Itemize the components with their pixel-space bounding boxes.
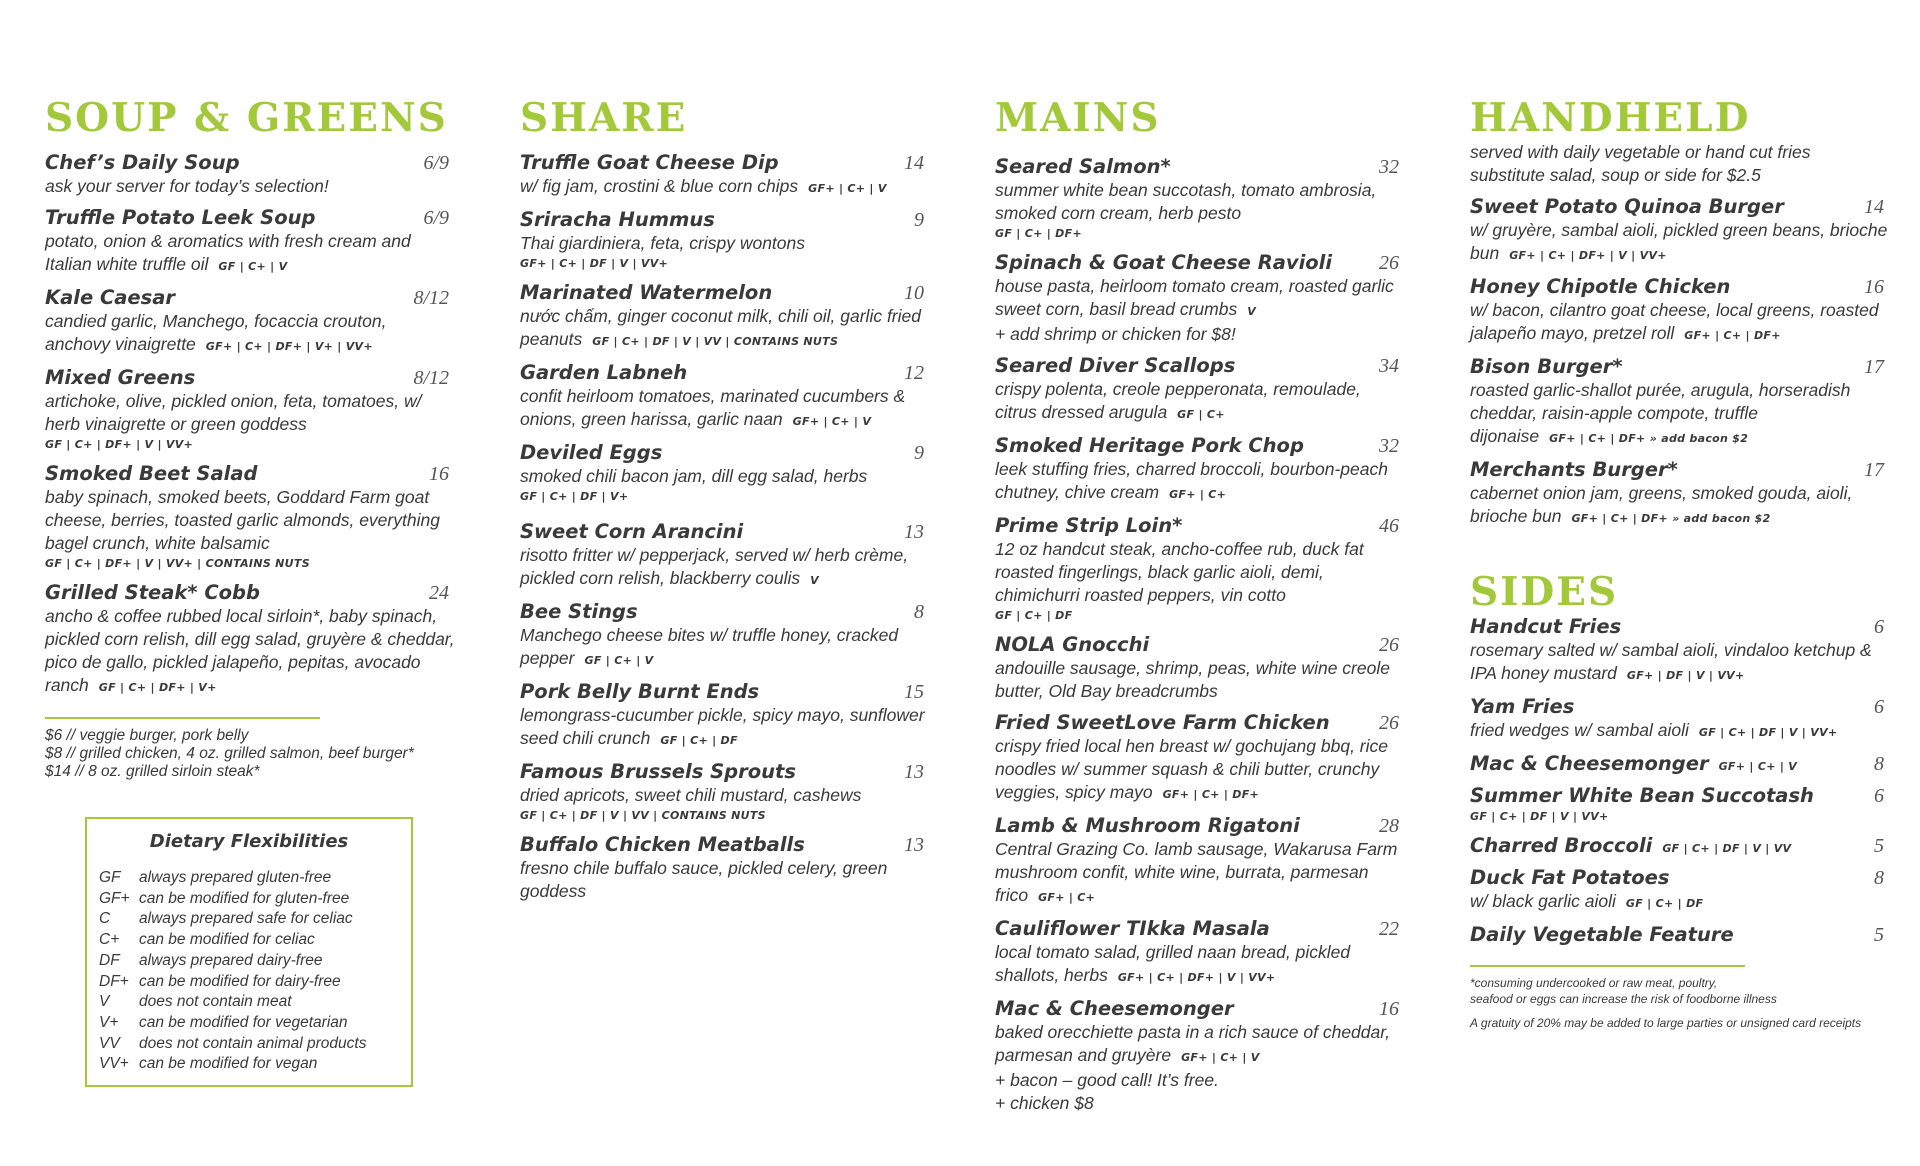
item-price: 13 <box>904 761 924 783</box>
item-price: 16 <box>1864 276 1884 298</box>
item-price: 12 <box>904 362 924 384</box>
dietary-tags: GF+ | C+ | DF+ » add bacon $2 <box>1549 432 1749 445</box>
item-description: andouille sausage, shrimp, peas, white wine creole butter, Old Bay breadcrumbs <box>995 658 1390 701</box>
item-description: w/ black garlic aioli <box>1470 891 1616 911</box>
item-price: 17 <box>1864 459 1884 481</box>
item-description: w/ bacon, cilantro goat cheese, local greens, roasted jalapeño mayo, pretzel roll <box>1470 300 1879 343</box>
item-description: rosemary salted w/ sambal aioli, vindaloo ketchup & IPA honey mustard <box>1470 640 1872 683</box>
item-price: 26 <box>1379 712 1399 734</box>
item-name: Lamb & Mushroom Rigatoni <box>995 814 1300 837</box>
item-price: 46 <box>1379 515 1399 537</box>
item-price: 9 <box>914 209 924 231</box>
handheld-heading: HANDHELD <box>1470 95 1751 141</box>
dietary-tags: GF | C+ <box>1177 408 1225 421</box>
item-description: smoked chili bacon jam, dill egg salad, herbs <box>520 466 868 486</box>
sides-section <box>1470 569 1890 1031</box>
item-price: 13 <box>904 521 924 543</box>
dietary-tags: GF+ | C+ | DF+ <box>1162 788 1260 801</box>
legend-row <box>99 909 399 930</box>
dietary-tags: GF | C+ | DF | V+ <box>520 490 629 503</box>
menu-item <box>45 151 455 198</box>
legend-row <box>99 1013 399 1034</box>
menu-item <box>520 151 930 200</box>
legend-row <box>99 951 399 972</box>
menu-item <box>995 514 1405 625</box>
item-addon: + chicken $8 <box>995 1093 1094 1113</box>
legend-row <box>99 972 399 993</box>
item-name: Truffle Goat Cheese Dip <box>520 151 779 174</box>
legend-code: V+ <box>99 1013 119 1031</box>
item-name: Sweet Corn Arancini <box>520 520 744 543</box>
legend-code: VV <box>99 1034 120 1052</box>
item-price: 22 <box>1379 918 1399 940</box>
divider <box>45 717 320 719</box>
dietary-tags: GF+ | C+ | DF+ | V+ | VV+ <box>205 340 373 353</box>
protein-addons <box>45 727 455 781</box>
item-price: 8 <box>914 601 924 623</box>
menu-item <box>995 633 1405 703</box>
handheld-intro <box>1470 141 1890 187</box>
legend-code: GF <box>99 869 121 886</box>
item-name: Handcut Fries <box>1470 615 1622 638</box>
dietary-tags: GF | C+ | DF+ | V | VV+ <box>45 438 194 451</box>
dietary-tags: GF+ | C+ | DF+ | V | VV+ <box>1509 249 1667 262</box>
item-price: 16 <box>429 463 449 485</box>
item-name: Mac & Cheesemonger <box>995 997 1234 1020</box>
item-description: candied garlic, Manchego, focaccia crouton, anchovy vinaigrette <box>45 311 387 354</box>
item-name: Kale Caesar <box>45 286 176 309</box>
legend-row <box>99 992 399 1013</box>
menu-item <box>520 833 930 903</box>
item-description: artichoke, olive, pickled onion, feta, tomatoes, w/ herb vinaigrette or green goddess <box>45 391 422 434</box>
item-price: 15 <box>904 681 924 703</box>
item-name: Pork Belly Burnt Ends <box>520 680 760 703</box>
legend-label: always prepared gluten-free <box>139 869 332 886</box>
legend-label: can be modified for vegetarian <box>139 1013 348 1031</box>
item-name: Merchants Burger* <box>1470 458 1678 481</box>
dietary-tags: GF | C+ | DF+ | V+ <box>98 681 217 694</box>
item-price: 32 <box>1379 156 1399 178</box>
dietary-tags: GF | C+ | DF | V | VV | CONTAINS NUTS <box>592 335 839 348</box>
legend-row <box>99 930 399 951</box>
mains-heading: MAINS <box>995 95 1161 141</box>
menu-item <box>520 208 930 273</box>
item-addon: + add shrimp or chicken for $8! <box>995 324 1236 344</box>
item-name: Mac & Cheesemonger <box>1470 752 1709 775</box>
item-description: 12 oz handcut steak, ancho-coffee rub, duck fat roasted fingerlings, black garlic aioli, demi, chimichurri roasted peppers, vin cotto <box>995 539 1364 605</box>
item-price: 8/12 <box>413 367 449 389</box>
intro-line: substitute salad, soup or side for $2.5 <box>1470 165 1761 185</box>
item-price: 6 <box>1874 616 1884 638</box>
item-name: Smoked Beet Salad <box>45 462 258 485</box>
item-price: 6 <box>1874 696 1884 718</box>
menu-item <box>995 997 1405 1115</box>
intro-line: served with daily vegetable or hand cut fries <box>1470 142 1811 162</box>
menu-item <box>995 354 1405 426</box>
dietary-legend <box>85 817 413 1087</box>
dietary-tags: GF | C+ | DF+ | V | VV+ | CONTAINS NUTS <box>45 557 310 570</box>
addon-line: $14 // 8 oz. grilled sirloin steak* <box>45 763 260 780</box>
legend-row <box>99 1034 399 1055</box>
menu-item <box>45 366 455 454</box>
menu-item <box>1470 458 1890 530</box>
item-price: 8 <box>1874 753 1884 775</box>
item-price: 10 <box>904 282 924 304</box>
item-addon: + bacon – good call! It’s free. <box>995 1070 1219 1090</box>
item-name: Seared Diver Scallops <box>995 354 1236 377</box>
item-name: Smoked Heritage Pork Chop <box>995 434 1304 457</box>
gratuity-note: A gratuity of 20% may be added to large parties or unsigned card receipts <box>1470 1016 1862 1030</box>
menu-item <box>520 441 930 506</box>
item-description: cabernet onion jam, greens, smoked gouda, aioli, brioche bun <box>1470 483 1853 526</box>
menu-item <box>520 760 930 825</box>
dietary-tags: GF | C+ | DF+ <box>995 227 1082 240</box>
divider <box>1470 965 1745 967</box>
item-description: w/ fig jam, crostini & blue corn chips <box>520 176 799 196</box>
legend-label: always prepared dairy-free <box>139 951 323 969</box>
item-description: baked orecchiette pasta in a rich sauce of cheddar, parmesan and gruyère <box>995 1022 1390 1065</box>
item-name: Chef’s Daily Soup <box>45 151 240 174</box>
item-name: Yam Fries <box>1470 695 1575 718</box>
dietary-tags: GF+ | C+ | DF | V | VV+ <box>520 257 669 270</box>
soup-greens-heading: SOUP & GREENS <box>45 95 448 141</box>
item-name: Prime Strip Loin* <box>995 514 1183 537</box>
item-name: Famous Brussels Sprouts <box>520 760 796 783</box>
item-description: baby spinach, smoked beets, Goddard Farm goat cheese, berries, toasted garlic almonds, everything bagel crunch, white balsamic <box>45 487 440 553</box>
dietary-tags: GF+ | C+ | DF+ » add bacon $2 <box>1571 512 1771 525</box>
item-price: 8/12 <box>413 287 449 309</box>
item-description: leek stuffing fries, charred broccoli, bourbon-peach chutney, chive cream <box>995 459 1388 502</box>
handheld-sides-column <box>1470 95 1890 1031</box>
item-description: lemongrass-cucumber pickle, spicy mayo, sunflower seed chili crunch <box>520 705 925 748</box>
legend-row <box>99 868 399 889</box>
disclaimer-line: seafood or eggs can increase the risk of foodborne illness <box>1470 992 1777 1006</box>
dietary-tags: GF | C+ | V <box>584 654 654 667</box>
legend-code: C <box>99 910 111 928</box>
item-description: potato, onion & aromatics with fresh cream and Italian white truffle oil <box>45 231 411 274</box>
item-name: Bee Stings <box>520 600 638 623</box>
menu-item <box>45 206 455 278</box>
legend-row <box>99 1054 399 1075</box>
item-name: Grilled Steak* Cobb <box>45 581 260 604</box>
item-price: 34 <box>1379 355 1399 377</box>
menu-item <box>1470 195 1890 267</box>
share-heading: SHARE <box>520 95 688 141</box>
dietary-tags: GF+ | C+ | DF+ <box>1684 329 1781 342</box>
menu-item <box>520 361 930 433</box>
legend-code: DF+ <box>99 972 129 990</box>
item-description: summer white bean succotash, tomato ambrosia, smoked corn cream, herb pesto <box>995 180 1377 223</box>
item-name: Seared Salmon* <box>995 155 1171 178</box>
menu-item <box>1470 784 1890 826</box>
dietary-tags: GF+ | C+ | V <box>792 415 872 428</box>
dietary-tags: GF | C+ | V <box>218 260 288 273</box>
item-name: Daily Vegetable Feature <box>1470 923 1734 946</box>
dietary-tags: GF | C+ | DF <box>1625 897 1704 910</box>
item-description: dried apricots, sweet chili mustard, cashews <box>520 785 862 805</box>
item-description: Central Grazing Co. lamb sausage, Wakarusa Farm mushroom confit, white wine, burrata, parmesan frico <box>995 839 1398 905</box>
item-price: 8 <box>1874 867 1884 889</box>
legend-label: can be modified for vegan <box>139 1055 318 1073</box>
item-name: Spinach & Goat Cheese Ravioli <box>995 251 1333 274</box>
item-name: Sriracha Hummus <box>520 208 715 231</box>
item-price: 24 <box>429 582 449 604</box>
mains-column <box>995 95 1405 1123</box>
item-description: nước chấm, ginger coconut milk, chili oil, garlic fried peanuts <box>520 306 921 349</box>
dietary-tags: GF+ | C+ | DF+ | V | VV+ <box>1117 971 1276 984</box>
item-description: roasted garlic-shallot purée, arugula, horseradish cheddar, raisin-apple compote, truffle dijonaise <box>1470 380 1851 446</box>
dietary-tags: GF | C+ | DF <box>660 734 738 747</box>
sides-heading: SIDES <box>1470 569 1619 615</box>
legend-code: DF <box>99 951 120 969</box>
dietary-tags: GF+ | C+ | V <box>1718 760 1798 773</box>
item-name: Cauliflower TIkka Masala <box>995 917 1270 940</box>
item-price: 6/9 <box>423 152 449 174</box>
share-column <box>520 95 930 911</box>
menu-item <box>1470 615 1890 687</box>
item-name: Fried SweetLove Farm Chicken <box>995 711 1330 734</box>
dietary-tags: V <box>1247 305 1257 318</box>
menu-item <box>1470 866 1890 915</box>
dietary-tags: GF+ | C+ | V <box>1181 1051 1260 1064</box>
legend-code: C+ <box>99 931 120 949</box>
item-name: Buffalo Chicken Meatballs <box>520 833 805 856</box>
dietary-tags: GF | C+ | DF | V | VV+ <box>1470 810 1609 823</box>
legend-code: GF+ <box>99 889 130 907</box>
item-name: Sweet Potato Quinoa Burger <box>1470 195 1784 218</box>
menu-item <box>1470 752 1890 776</box>
menu-item <box>995 434 1405 506</box>
item-price: 5 <box>1874 924 1884 946</box>
legend-label: does not contain animal products <box>139 1034 367 1052</box>
item-description: ask your server for today’s selection! <box>45 176 329 196</box>
legend-label: does not contain meat <box>139 993 292 1011</box>
dietary-legend-title: Dietary Flexibilities <box>149 831 349 852</box>
item-description: w/ gruyère, sambal aioli, pickled green beans, brioche bun <box>1470 220 1888 263</box>
legend-code: VV+ <box>99 1055 129 1073</box>
item-description: fried wedges w/ sambal aioli <box>1470 720 1689 740</box>
dietary-tags: GF+ | C+ | V <box>808 182 887 195</box>
menu-item <box>45 286 455 358</box>
item-price: 9 <box>914 442 924 464</box>
item-price: 13 <box>904 834 924 856</box>
item-description: confit heirloom tomatoes, marinated cucumbers & onions, green harissa, garlic naan <box>520 386 906 429</box>
item-description: crispy fried local hen breast w/ gochujang bbq, rice noodles w/ summer squash & chili butter, crunchy veggies, spicy mayo <box>995 736 1388 802</box>
item-name: Bison Burger* <box>1470 355 1623 378</box>
soup-greens-column <box>45 95 455 1087</box>
item-name: NOLA Gnocchi <box>995 633 1150 656</box>
item-name: Mixed Greens <box>45 366 196 389</box>
menu-item <box>995 251 1405 346</box>
item-name: Marinated Watermelon <box>520 281 773 304</box>
item-description: ancho & coffee rubbed local sirloin*, baby spinach, pickled corn relish, dill egg salad, gruyère & cheddar, pico de gallo, pickled jalapeño, pepitas, avocado ranch <box>45 606 455 695</box>
menu-item <box>1470 695 1890 744</box>
item-name: Summer White Bean Succotash <box>1470 784 1814 807</box>
item-description: local tomato salad, grilled naan bread, pickled shallots, herbs <box>995 942 1351 985</box>
item-price: 14 <box>904 152 924 174</box>
legend-label: always prepared safe for celiac <box>139 910 353 928</box>
item-price: 26 <box>1379 634 1399 656</box>
dietary-tags: GF+ | C+ <box>1169 488 1227 501</box>
item-price: 28 <box>1379 815 1399 837</box>
item-price: 6/9 <box>423 207 449 229</box>
item-description: house pasta, heirloom tomato cream, roasted garlic sweet corn, basil bread crumbs <box>995 276 1394 319</box>
legend-label: can be modified for celiac <box>139 931 315 949</box>
dietary-tags: GF | C+ | DF <box>995 609 1073 622</box>
foodborne-disclaimer <box>1470 975 1890 1007</box>
menu-item <box>1470 355 1890 450</box>
item-description: risotto fritter w/ pepperjack, served w/ herb crème, pickled corn relish, blackberry coulis <box>520 545 909 588</box>
dietary-tags: GF | C+ | DF | V | VV+ <box>1698 726 1838 739</box>
dietary-tags: GF | C+ | DF | V | VV | CONTAINS NUTS <box>520 809 766 822</box>
item-price: 17 <box>1864 356 1884 378</box>
menu-item <box>520 680 930 752</box>
item-description: fresno chile buffalo sauce, pickled celery, green goddess <box>520 858 888 901</box>
addon-line: $6 // veggie burger, pork belly <box>45 727 249 744</box>
menu-item <box>1470 834 1890 858</box>
menu-item <box>995 814 1405 909</box>
menu-item <box>1470 275 1890 347</box>
item-price: 16 <box>1379 998 1399 1020</box>
item-price: 26 <box>1379 252 1399 274</box>
dietary-tags: V <box>810 574 819 587</box>
item-name: Honey Chipotle Chicken <box>1470 275 1731 298</box>
item-price: 14 <box>1864 196 1884 218</box>
item-name: Deviled Eggs <box>520 441 663 464</box>
dietary-tags: GF+ | DF | V | VV+ <box>1626 669 1745 682</box>
item-description: crispy polenta, creole pepperonata, remoulade, citrus dressed arugula <box>995 379 1361 422</box>
legend-label: can be modified for dairy-free <box>139 972 341 990</box>
dietary-tags: GF+ | C+ <box>1038 891 1096 904</box>
disclaimer-line: *consuming undercooked or raw meat, poultry, <box>1470 976 1718 990</box>
menu-item <box>1470 923 1890 947</box>
dietary-tags: GF | C+ | DF | V | VV <box>1662 842 1792 855</box>
menu-item <box>520 520 930 592</box>
menu-item <box>995 711 1405 806</box>
item-price: 6 <box>1874 785 1884 807</box>
item-description: Thai giardiniera, feta, crispy wontons <box>520 233 805 253</box>
menu-item <box>995 917 1405 989</box>
menu-item <box>45 462 455 573</box>
item-name: Garden Labneh <box>520 361 688 384</box>
menu-item <box>45 581 455 699</box>
legend-row <box>99 889 399 910</box>
item-price: 5 <box>1874 835 1884 857</box>
item-name: Truffle Potato Leek Soup <box>45 206 316 229</box>
item-name: Charred Broccoli <box>1470 834 1653 857</box>
legend-label: can be modified for gluten-free <box>139 889 350 907</box>
item-price: 32 <box>1379 435 1399 457</box>
legend-code: V <box>99 993 110 1011</box>
menu-item <box>520 281 930 353</box>
menu-item <box>520 600 930 672</box>
item-description: Manchego cheese bites w/ truffle honey, cracked pepper <box>520 625 899 668</box>
menu-item <box>995 155 1405 243</box>
item-name: Duck Fat Potatoes <box>1470 866 1670 889</box>
addon-line: $8 // grilled chicken, 4 oz. grilled salmon, beef burger* <box>45 745 414 762</box>
